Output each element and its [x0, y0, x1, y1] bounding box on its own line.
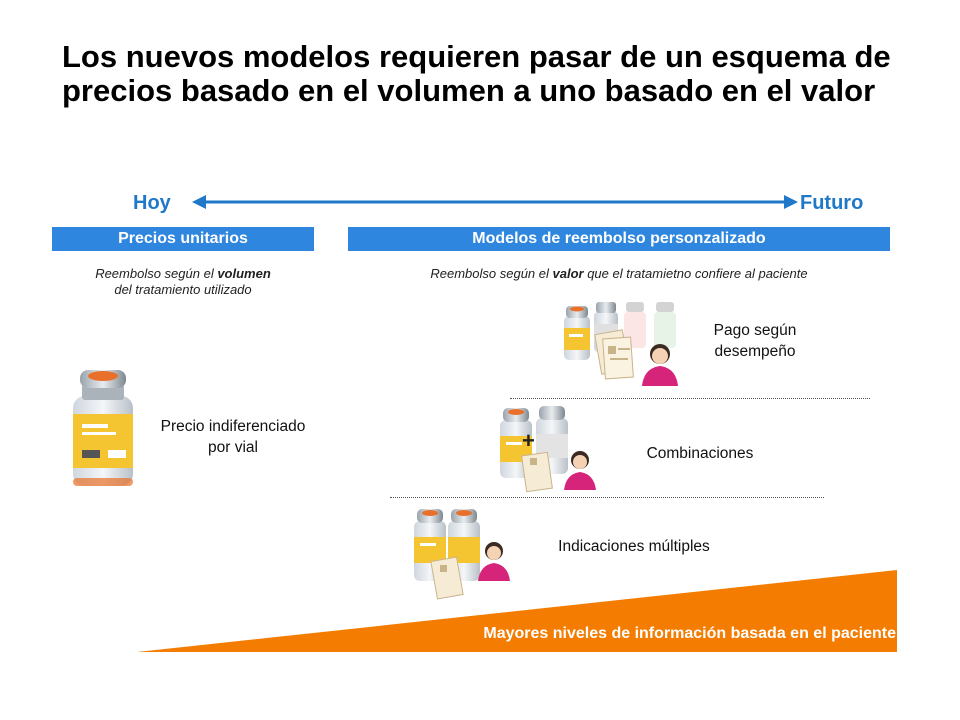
personalized-reimbursement-bar: Modelos de reembolso personzalizado: [348, 227, 890, 251]
volume-caption-bold: volumen: [217, 266, 271, 281]
single-vial-label-line2: por vial: [208, 439, 258, 456]
multiple-indications-label: Indicaciones múltiples: [558, 538, 710, 555]
unit-pricing-bar: Precios unitarios: [52, 227, 314, 251]
patient-information-wedge-label: Mayores niveles de información basada en el paciente: [483, 625, 896, 642]
volume-caption-line2: del tratamiento utilizado: [114, 282, 252, 297]
value-caption-suffix: que el tratamietno confiere al paciente: [583, 266, 808, 281]
combinations-label: Combinaciones: [646, 445, 754, 462]
value-caption-bold: valor: [552, 266, 584, 281]
volume-caption-prefix: Reembolso según el: [95, 266, 218, 281]
single-vial-label-line1: Precio indiferenciado: [160, 418, 306, 435]
timeline-today-label: Hoy: [133, 192, 171, 214]
value-caption-prefix: Reembolso según el: [430, 266, 553, 281]
page-title: Los nuevos modelos requieren pasar de un esquema de precios basado en el volumen a uno basado en el valor: [62, 39, 891, 108]
performance-label-line1: Pago según: [713, 322, 797, 339]
performance-label-line2: desempeño: [714, 343, 796, 360]
timeline-future-label: Futuro: [800, 192, 864, 214]
plus-sign: +: [522, 428, 535, 453]
